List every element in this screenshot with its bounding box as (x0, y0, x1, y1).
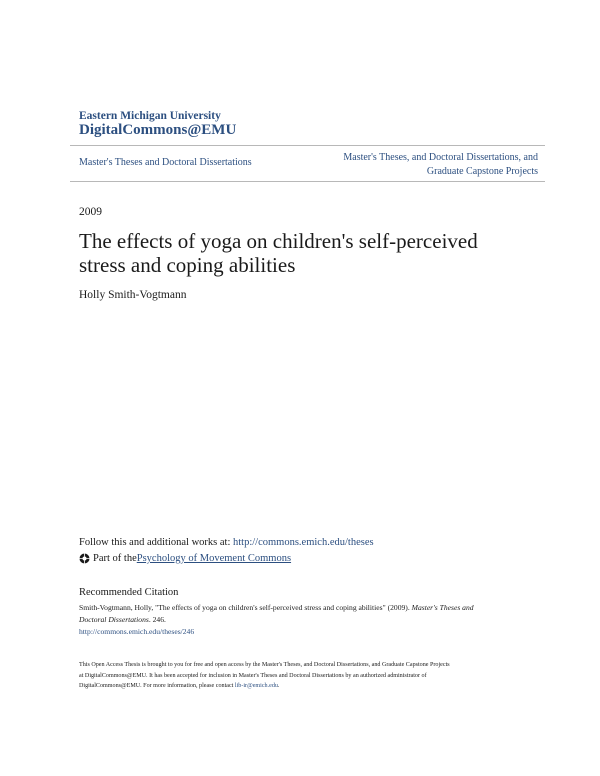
paper-title-line1: The effects of yoga on children's self-perceived (79, 229, 478, 253)
repository-name[interactable]: DigitalCommons@EMU (79, 122, 237, 138)
part-of-commons-link[interactable]: Psychology of Movement Commons (136, 553, 292, 564)
citation-text: Smith-Vogtmann, Holly, "The effects of yoga on children's self-perceived stress and coping abilities" (2009). (79, 603, 412, 612)
follow-line (79, 537, 374, 548)
citation-block (79, 602, 539, 638)
header-top-rule (70, 145, 545, 146)
follow-text: Follow this and additional works at: (79, 537, 233, 548)
header-bottom-rule (70, 181, 545, 182)
citation-url-link[interactable]: http://commons.emich.edu/theses/246 (79, 627, 195, 636)
collection-link-right[interactable] (278, 151, 538, 179)
citation-line1 (79, 602, 539, 614)
contact-email-link[interactable]: lib-ir@emich.edu (234, 683, 278, 689)
citation-line3 (79, 626, 539, 638)
follow-url-link[interactable]: http://commons.emich.edu/theses (233, 537, 374, 548)
part-of-text: Part of the (93, 553, 137, 564)
citation-line2 (79, 614, 539, 626)
notice-line3 (79, 681, 529, 692)
publication-year: 2009 (79, 206, 102, 218)
citation-number: . 246. (148, 615, 166, 624)
notice-line3-suffix: . (277, 683, 280, 689)
notice-line2: at DigitalCommons@EMU. It has been accepted for inclusion in Master's Theses and Doctoral Dissertations by an authorized administrator of (79, 672, 427, 679)
notice-line3-prefix: DigitalCommons@EMU. For more information, please contact (79, 683, 235, 689)
citation-series-part2: Doctoral Dissertations (79, 615, 149, 624)
citation-series-part1: Master's Theses and (411, 603, 474, 612)
collection-right-line2: Graduate Capstone Projects (426, 166, 538, 177)
collection-link-left[interactable]: Master's Theses and Doctoral Dissertations (79, 157, 252, 168)
paper-title (79, 229, 549, 277)
author-name: Holly Smith-Vogtmann (79, 289, 187, 301)
part-of-line (79, 553, 291, 564)
university-name: Eastern Michigan University (79, 110, 221, 122)
paper-title-line2: stress and coping abilities (79, 253, 296, 277)
notice-line1: This Open Access Thesis is brought to you for free and open access by the Master's Theses, and Doctoral Dissertations, and Graduate Capstone Projects (79, 662, 450, 668)
recommended-citation-heading: Recommended Citation (79, 587, 179, 598)
open-access-notice (79, 660, 529, 692)
collection-right-line1: Master's Theses, and Doctoral Dissertations, and (343, 152, 538, 163)
commons-network-icon (79, 553, 90, 564)
